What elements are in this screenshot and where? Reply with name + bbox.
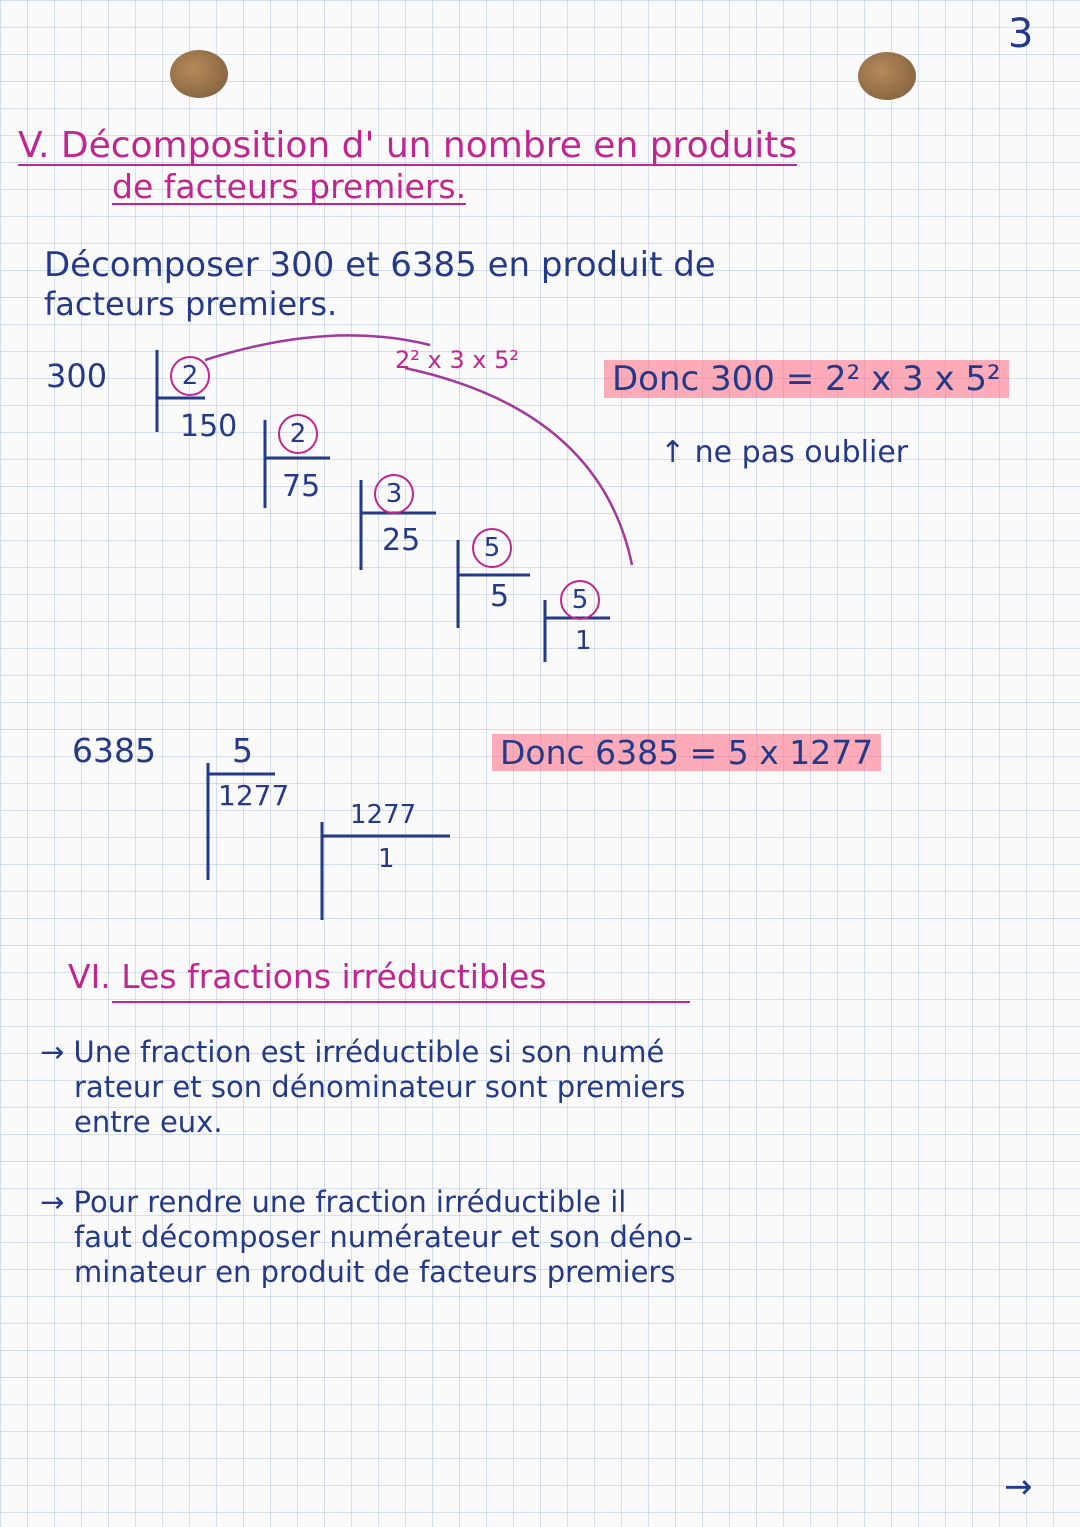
result-6385: Donc 6385 = 5 x 1277: [492, 734, 881, 771]
product-note: 2² x 3 x 5²: [395, 346, 519, 374]
quotient: 1: [575, 626, 592, 656]
bullet-1-line-2: rateur et son dénominateur sont premiers: [74, 1070, 686, 1104]
quotient: 75: [282, 469, 321, 504]
page-number: 3: [1008, 11, 1034, 57]
prime-divisor: 5: [560, 580, 600, 620]
instruction-line-2: facteurs premiers.: [44, 285, 338, 323]
prime-divisor: 3: [374, 474, 414, 514]
bullet-2-line-2: faut décomposer numérateur et son déno-: [74, 1220, 693, 1254]
quotient: 5: [490, 579, 510, 614]
prime-divisor: 2: [278, 414, 318, 454]
instruction-line-1: Décomposer 300 et 6385 en produit de: [44, 245, 716, 285]
divisor: 5: [232, 731, 253, 770]
divisor: 1277: [350, 800, 417, 830]
continue-arrow-icon: →: [1004, 1467, 1033, 1507]
quotient: 150: [180, 409, 238, 444]
section-6-title: VI. Les fractions irréductibles: [68, 957, 547, 996]
prime-divisor: 5: [472, 528, 512, 568]
section-5-title: V. Décomposition d' un nombre en produits: [18, 125, 798, 166]
quotient: 1277: [218, 779, 290, 812]
bullet-1-line-3: entre eux.: [74, 1105, 223, 1139]
number-300: 300: [46, 357, 108, 395]
prime-divisor: 2: [170, 356, 210, 396]
bullet-2-line-1: → Pour rendre une fraction irréductible il: [40, 1185, 627, 1219]
reminder-note: ↑ ne pas oublier: [660, 435, 909, 470]
number-6385: 6385: [72, 731, 156, 770]
quotient: 1: [378, 844, 395, 874]
quotient: 25: [382, 523, 421, 558]
section-5-title-cont: de facteurs premiers.: [112, 167, 467, 206]
bullet-1-line-1: → Une fraction est irréductible si son numé: [40, 1035, 665, 1069]
result-300: Donc 300 = 2² x 3 x 5²: [604, 360, 1009, 398]
bullet-2-line-3: minateur en produit de facteurs premiers: [74, 1255, 676, 1289]
